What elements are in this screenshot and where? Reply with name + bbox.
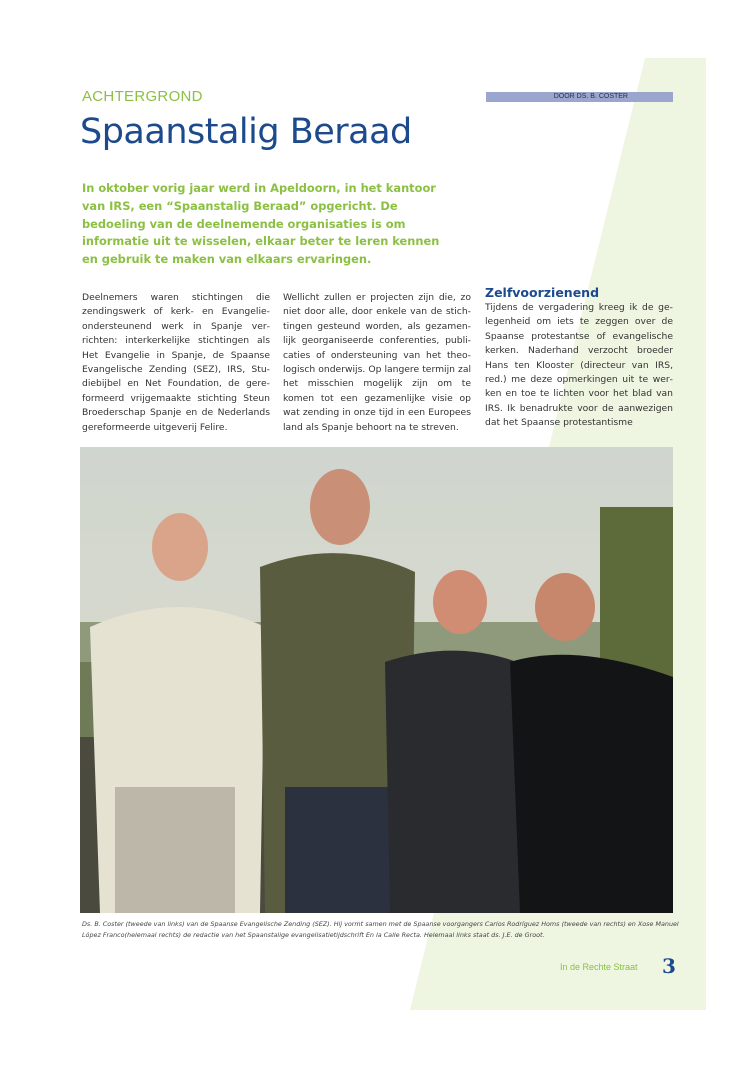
section-kicker: ACHTERGROND	[82, 88, 203, 105]
magazine-name: In de Rechte Straat	[560, 962, 638, 972]
column-3-text: Tijdens de vergadering kreeg ik de gelegenheid om iets te zeggen over de Spaanse protestantse of evangelische kerken. Naderhand verzocht broeder Hans ten Klooster (directeur van IRS, red.) me deze opmerkingen uit te werken en toe te lichten voor het blad van IRS. Ik benadrukte voor de aanwezigen dat het Spaanse protestantisme	[485, 302, 673, 429]
group-photo	[80, 447, 673, 913]
photo-caption: Ds. B. Coster (tweede van links) van de Spaanse Evangelische Zending (SEZ). Hij vormt samen met de Spaanse voorgangers Carlos Rodríguez Homs (tweede van rechts) en Xose Manuel López Franco(helemaal rechts) de redactie van het Spaanstalige evangelisatietijdschrift En la Calle Recta. Helemaal links staat ds. J.E. de Groot.	[82, 920, 679, 939]
photo-illustration	[80, 447, 673, 913]
article-title: Spaanstalig Beraad	[80, 112, 412, 152]
byline: DOOR DS. B. COSTER	[553, 93, 628, 100]
byline-bar	[486, 92, 673, 102]
column-1: Deelnemers waren stichtingen die zendingswerk of kerk- en Evangelieondersteunend werk in Spanje verrichten: interkerkelijke stichtingen als Het Evangelie in Spanje, de Spaanse Evangelische Zending (SEZ), IRS, Studiebijbel en Net Foundation, de gereformeerd vrijgemaakte stichting Steun Broederschap Spanje en de Nederlands gereformeerde uitgeverij Felire.	[82, 292, 270, 433]
page-number: 3	[662, 954, 676, 978]
column-2: Wellicht zullen er projecten zijn die, zo niet door alle, door enkele van de stichtingen gesteund worden, als gezamenlijk georganiseerde conferenties, publicaties of ondersteuning van het theologisch onderwijs. Op langere termijn zal het misschien mogelijk zijn om te komen tot een gezamenlijke visie op wat zending in onze tijd in een Europees land als Spanje behoort na te streven.	[283, 292, 471, 433]
subheading: Zelfvoorzienend	[485, 285, 600, 300]
column-3	[485, 285, 673, 431]
article-lead: In oktober vorig jaar werd in Apeldoorn, in het kantoor van IRS, een “Spaanstalig Beraad” opgericht. De bedoeling van de deelnemende organisaties is om informatie uit te wisselen, elkaar beter te leren kennen en gebruik te maken van elkaars ervaringen.	[82, 181, 440, 267]
